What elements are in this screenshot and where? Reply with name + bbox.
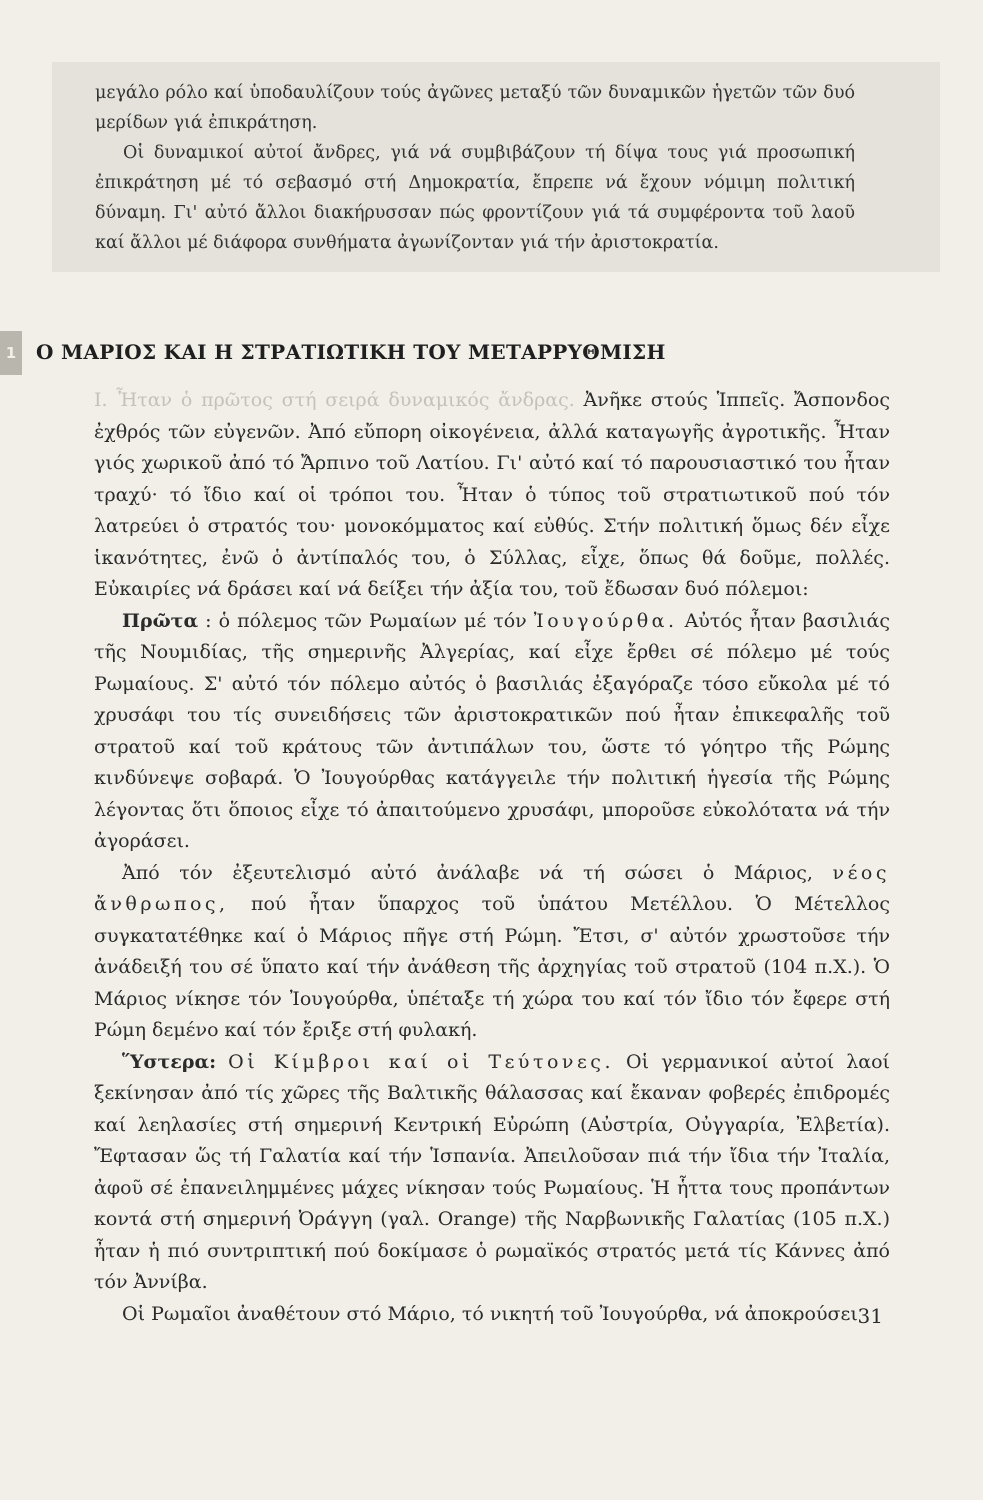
spaced-phrase-cimbri-teutones: Οἱ Κίμβροι καί οἱ Τεύτονες.	[228, 1050, 614, 1073]
run-in-heading-first: Πρῶτα	[122, 609, 199, 632]
body-paragraph-4	[94, 1047, 890, 1299]
paragraph-text: Οἱ γερμανικοί αὐτοί λαοί ξεκίνησαν ἀπό τίς χῶρες τῆς Βαλτικῆς θάλασσας καί ἔκαναν φοβερές ἐπιδρομές καί λεηλασίες στή σημερινή Κεντρική Εὐρώπη (Αὐστρία, Οὐγγαρία, Ἐλβετία). Ἔφτασαν ὥς τή Γαλατία καί τήν Ἱσπανία. Ἀπειλοῦσαν πιά τήν ἴδια τήν Ἰταλία, ἀφοῦ σέ ἐπανειλημμένες μάχες νίκησαν τούς Ρωμαίους. Ἡ ἧττα τους προπάντων κοντά στή σημερινή Ὀράγγη (γαλ. Orange) τῆς Ναρβωνικῆς Γαλατίας (105 π.Χ.) ἦταν ἡ πιό συντριπτική πού δοκίμασε ὁ ρωμαϊκός στρατός μετά τίς Κάννες ἀπό τόν Ἀννίβα.	[94, 1050, 890, 1293]
body-paragraph-1	[94, 385, 890, 606]
paragraph-lead-faded: I. Ἦταν ὁ πρῶτος στή σειρά δυναμικός ἄνδρας.	[94, 389, 575, 411]
paragraph-text: Ἀπό τόν ἐξευτελισμό αὐτό ἀνάλαβε νά τή σώσει ὁ Μάριος,	[122, 861, 813, 884]
paragraph-text: Αὐτός ἦταν βασιλιάς τῆς Νουμιδίας, τῆς σημερινῆς Ἀλγερίας, καί εἶχε ἔρθει σέ πόλεμο μέ τούς Ρωμαίους. Σ' αὐτό τόν πόλεμο αὐτός ὁ βασιλιάς ἐξαγόραζε τόσο εὔκολα μέ τό χρυσάφι του τίς συνειδήσεις τῶν ἀριστοκρατικῶν πού ἦταν ἐπικεφαλῆς τοῦ στρατοῦ καί τοῦ κράτους τῶν ἀντιπάλων του, ὥστε τό γόητρο τῆς Ρώμης κινδύνεψε σοβαρά. Ὁ Ἰουγούρθας κατάγγειλε τήν πολιτική ἡγεσία τῆς Ρώμης λέγοντας ὅτι ὅποιος εἶχε τό ἀπαιτούμενο χρυσάφι, μποροῦσε εὐκολότατα νά τήν ἀγοράσει.	[94, 609, 891, 852]
section-title: Ο ΜΑΡΙΟΣ ΚΑΙ Η ΣΤΡΑΤΙΩΤΙΚΗ ΤΟΥ ΜΕΤΑΡΡΥΘΜΙΣΗ	[36, 340, 666, 364]
body-paragraph-3	[94, 858, 890, 1047]
body-paragraph-2	[94, 606, 890, 858]
paragraph-text: : ὁ πόλεμος τῶν Ρωμαίων μέ τόν	[205, 609, 527, 632]
spaced-name-jugurtha: Ἰουγούρθα.	[533, 609, 678, 632]
intro-paragraph-1: μεγάλο ρόλο καί ὑποδαυλίζουν τούς ἀγῶνες μεταξύ τῶν δυναμικῶν ἡγετῶν τῶν δυό μερίδων γιά ἐπικράτηση.	[95, 83, 855, 133]
spaced-phrase-new-man: νέος ἄνθρωπος,	[94, 861, 890, 915]
paragraph-text: Ἀνῆκε στούς Ἱππεῖς. Ἄσπονδος ἐχθρός τῶν εὐγενῶν. Ἀπό εὔπορη οἰκογένεια, ἀλλά καταγωγῆς ἀγροτικῆς. Ἦταν γιός χωρικοῦ ἀπό τό Ἄρπινο τοῦ Λατίου. Γι' αὐτό καί τό παρουσιαστικό του ἦταν τραχύ· τό ἴδιο καί οἱ τρόποι του. Ἦταν ὁ τύπος τοῦ στρατιωτικοῦ πού τόν λατρεύει ὁ στρατός του· μονοκόμματος καί εὐθύς. Στήν πολιτική ὅμως δέν εἶχε ἱκανότητες, ἐνῶ ὁ ἀντίπαλός του, ὁ Σύλλας, εἶχε, ὅπως θά δοῦμε, πολλές. Εὐκαιρίες νά δράσει καί νά δείξει τήν ἀξία του, τοῦ ἔδωσαν δυό πόλεμοι:	[94, 389, 890, 600]
run-in-heading-then: Ὕστερα:	[122, 1050, 217, 1073]
body-text	[94, 385, 890, 1330]
section-number-marker: 1	[0, 331, 22, 375]
page-number: 31	[857, 1304, 883, 1328]
body-paragraph-5: Οἱ Ρωμαῖοι ἀναθέτουν στό Μάριο, τό νικητή τοῦ Ἰουγούρθα, νά ἀποκρούσει	[122, 1302, 858, 1325]
paragraph-text: πού ἦταν ὕπαρχος τοῦ ὑπάτου Μετέλλου. Ὁ Μέτελλος συγκατατέθηκε καί ὁ Μάριος πῆγε στή Ρώμη. Ἔτσι, σ' αὐτόν χρωστοῦσε τήν ἀνάδειξή του σέ ὕπατο καί τήν ἀνάθεση τῆς ἀρχηγίας τοῦ στρατοῦ (104 π.Χ.). Ὁ Μάριος νίκησε τόν Ἰουγούρθα, ὑπέταξε τή χώρα του καί τόν ἴδιο τόν ἔφερε στή Ρώμη δεμένο καί τόν ἔριξε στή φυλακή.	[94, 893, 890, 1041]
intro-paragraph-2: Οἱ δυναμικοί αὐτοί ἄνδρες, γιά νά συμβιβάζουν τή δίψα τους γιά προσωπική ἐπικράτηση μέ τό σεβασμό στή Δημοκρατία, ἔπρεπε νά ἔχουν νόμιμη πολιτική δύναμη. Γι' αὐτό ἄλλοι διακήρυσσαν πώς φροντίζουν γιά τά συμφέροντα τοῦ λαοῦ καί ἄλλοι μέ διάφορα συνθήματα ἀγωνίζονταν γιά τήν ἀριστοκρατία.	[95, 143, 855, 253]
